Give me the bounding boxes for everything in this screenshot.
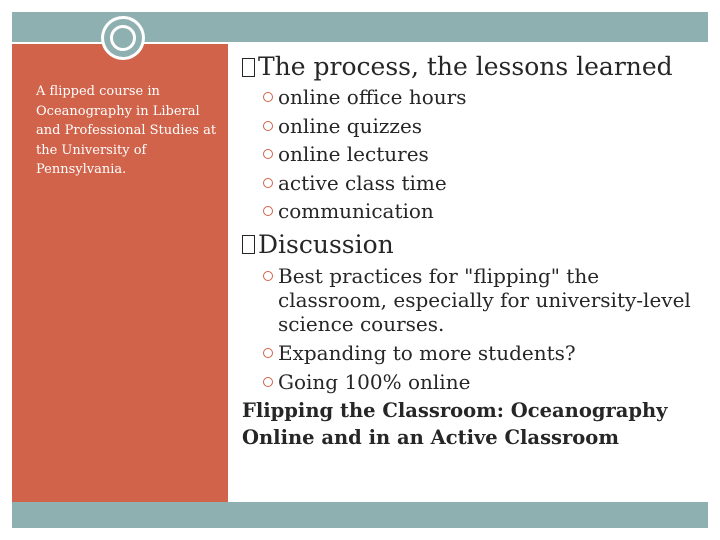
circle-bullet-icon — [260, 171, 278, 195]
section-heading-text: Discussion — [258, 229, 394, 259]
sidebar-text: A flipped course in Oceanography in Liberal and Professional Studies at the University of Pennsylvania. — [36, 84, 217, 177]
square-bullet-icon — [242, 235, 255, 254]
ring-inner — [110, 25, 136, 51]
list-item: Expanding to more students? — [260, 341, 702, 365]
bottom-band — [12, 502, 708, 528]
list-item: Going 100% online — [260, 370, 702, 394]
slide-title-line: Flipping the Classroom: Oceanography — [242, 398, 668, 422]
list-item: active class time — [260, 171, 702, 195]
process-list — [260, 85, 702, 223]
list-item: communication — [260, 199, 702, 223]
circle-bullet-icon — [260, 341, 278, 365]
list-item: Best practices for "flipping" the classroom, especially for university-level science courses. — [260, 264, 702, 336]
section-heading-process — [242, 50, 702, 84]
slide-title-line: Online and in an Active Classroom — [242, 425, 619, 449]
circle-bullet-icon — [260, 85, 278, 109]
circle-bullet-icon — [260, 114, 278, 138]
ring-ornament-icon — [104, 19, 142, 57]
circle-bullet-icon — [260, 142, 278, 166]
list-item: online office hours — [260, 85, 702, 109]
list-item: online quizzes — [260, 114, 702, 138]
discussion-list — [260, 264, 702, 394]
slide-title — [242, 397, 702, 451]
list-item: online lectures — [260, 142, 702, 166]
circle-bullet-icon — [260, 370, 278, 394]
square-bullet-icon — [242, 58, 255, 77]
circle-bullet-icon — [260, 264, 278, 288]
circle-bullet-icon — [260, 199, 278, 223]
section-heading-text: The process, the lessons learned — [258, 52, 673, 81]
slide-content — [242, 50, 702, 451]
section-heading-discussion — [242, 228, 702, 262]
